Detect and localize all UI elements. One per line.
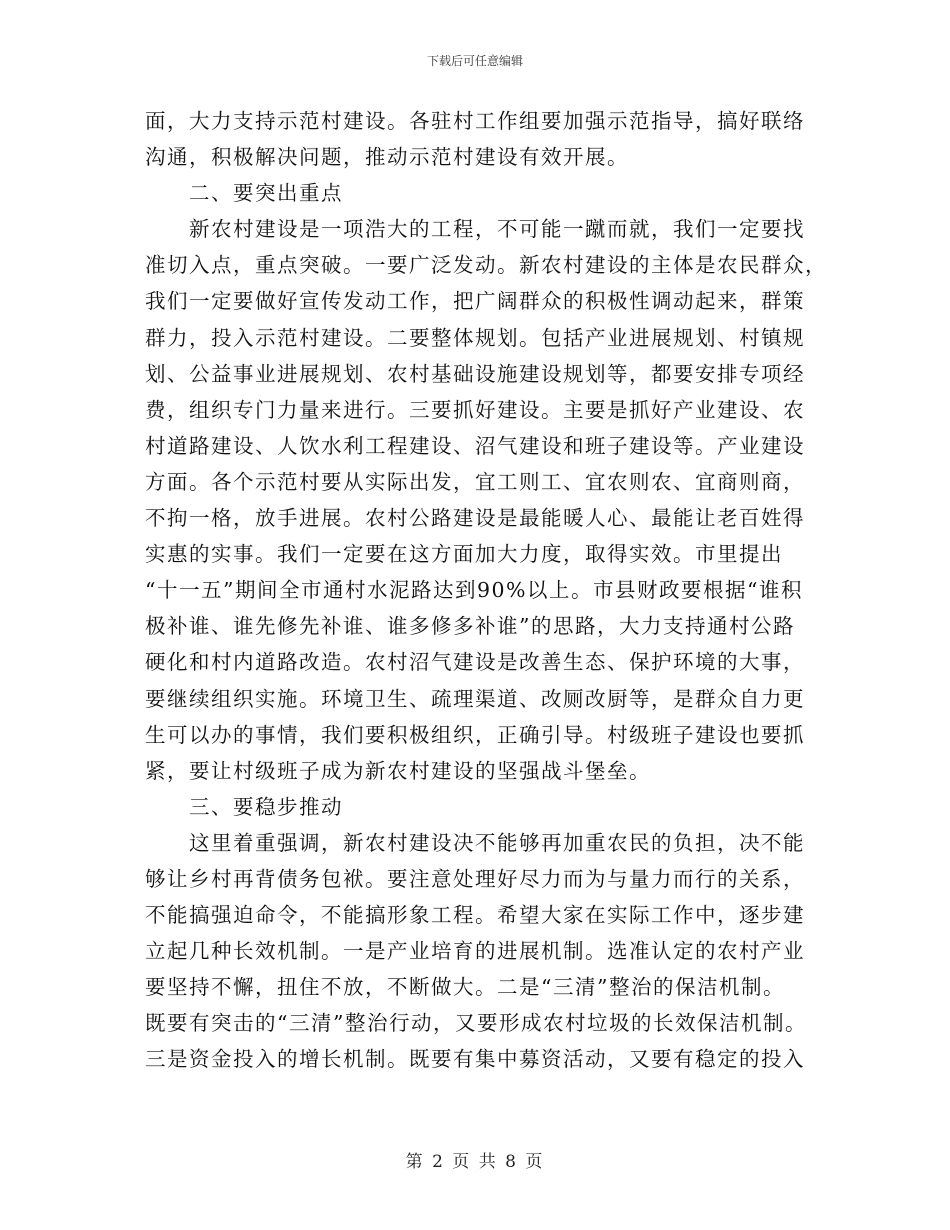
text-line: 我们一定要做好宣传发动工作，把广阔群众的积极性调动起来，群策 — [145, 289, 805, 314]
text-line: 硬化和村内道路改造。农村沼气建设是改善生态、保护环境的大事， — [145, 650, 805, 675]
text-line: 不能搞强迫命令，不能搞形象工程。希望大家在实际工作中，逐步建 — [145, 903, 805, 928]
text-line: “十一五”期间全市通村水泥路达到90%以上。市县财政要根据“谁积 — [145, 578, 804, 603]
text-line: 准切入点，重点突破。一要广泛发动。新农村建设的主体是农民群众， — [145, 253, 827, 278]
text-line: 不拘一格，放手进展。农村公路建设是最能暖人心、最能让老百姓得 — [145, 506, 805, 531]
text-line: 群力，投入示范村建设。二要整体规划。包括产业进展规划、村镇规 — [145, 325, 805, 350]
text-line: 费，组织专门力量来进行。三要抓好建设。主要是抓好产业建设、农 — [145, 397, 805, 422]
text-line: 这里着重强调，新农村建设决不能够再加重农民的负担，决不能 — [189, 830, 805, 855]
text-line: 够让乡村再背债务包袱。要注意处理好尽力而为与量力而行的关系， — [145, 866, 805, 891]
text-line: 面，大力支持示范村建设。各驻村工作组要加强示范指导，搞好联络 — [145, 109, 805, 133]
text-line: 要坚持不懈，扭住不放，不断做大。二是“三清”整治的保洁机制。 — [145, 975, 785, 1000]
text-line: 新农村建设是一项浩大的工程，不可能一蹴而就，我们一定要找 — [189, 217, 805, 242]
text-line: 实惠的实事。我们一定要在这方面加大力度，取得实效。市里提出 — [145, 542, 783, 567]
page-header: 下载后可任意编辑 — [426, 54, 523, 68]
text-line: 划、公益事业进展规划、农村基础设施建设规划等，都要安排专项经 — [145, 361, 805, 386]
page-number-footer: 第 2 页 共 8 页 — [405, 1152, 545, 1172]
text-line: 三是资金投入的增长机制。既要有集中募资活动，又要有稳定的投入 — [145, 1047, 805, 1072]
text-line: 极补谁、谁先修先补谁、谁多修多补谁”的思路，大力支持通村公路 — [145, 614, 795, 639]
text-line: 生可以办的事情，我们要积极组织，正确引导。村级班子建设也要抓 — [145, 722, 805, 747]
text-line: 要继续组织实施。环境卫生、疏理渠道、改厕改厨等，是群众自力更 — [145, 686, 805, 711]
text-line: 二、要突出重点 — [189, 181, 343, 206]
text-line: 沟通，积极解决问题，推动示范村建设有效开展。 — [145, 145, 629, 170]
text-line: 方面。各个示范村要从实际出发，宜工则工、宜农则农、宜商则商， — [145, 469, 805, 494]
text-line: 村道路建设、人饮水利工程建设、沼气建设和班子建设等。产业建设 — [145, 433, 805, 458]
text-line: 立起几种长效机制。一是产业培育的进展机制。选准认定的农村产业 — [145, 939, 805, 964]
text-line: 三、要稳步推动 — [189, 794, 343, 819]
document-body — [145, 103, 827, 1078]
text-line: 紧，要让村级班子成为新农村建设的坚强战斗堡垒。 — [145, 758, 651, 783]
text-line: 既要有突击的“三清”整治行动，又要形成农村垃圾的长效保洁机制。 — [145, 1011, 807, 1036]
